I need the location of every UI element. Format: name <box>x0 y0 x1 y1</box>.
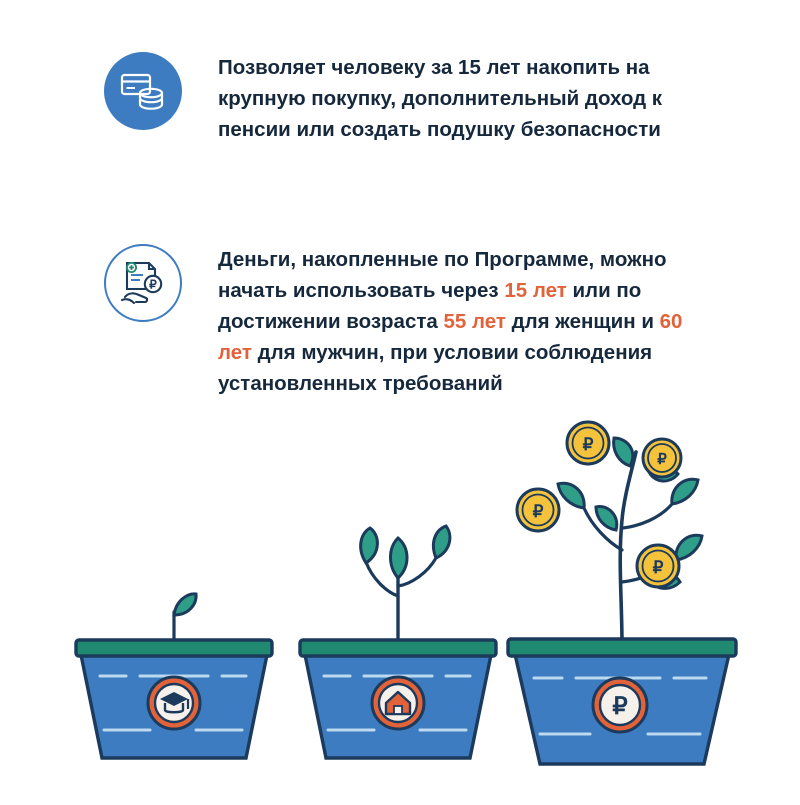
ruble-icon <box>593 678 647 732</box>
house-icon <box>372 677 424 729</box>
svg-text:₽: ₽ <box>149 277 157 292</box>
bullet-1-run-1: Позволяет человеку за 15 лет накопить на крупную покупку, дополнительный доход к пенсии или создать подушку безопасности <box>218 56 663 141</box>
svg-text:₽: ₽ <box>652 558 664 577</box>
coin-ruble-icon <box>637 545 679 587</box>
bullet-2-accent-55: 55 лет <box>443 310 506 333</box>
bullet-2-run-2: или по достижении возраста <box>218 279 642 333</box>
plant-group-small <box>76 594 272 758</box>
graduation-cap-icon <box>148 677 200 729</box>
coin-ruble-icon <box>517 489 559 531</box>
hand-with-document-ruble-icon <box>104 244 182 322</box>
bullet-2-run-3: для женщин и <box>505 310 660 333</box>
bullet-2-run-1: Деньги, накопленные по Программе, можно начать использовать через <box>218 248 667 302</box>
bullet-2-run-4: для мужчин, при условии соблюдения установленных требований <box>218 341 653 395</box>
card-and-coins-icon <box>104 52 182 130</box>
bullet-item-1 <box>104 52 688 145</box>
coin-ruble-icon <box>567 422 609 464</box>
plant-group-large <box>508 422 736 764</box>
growth-illustration <box>0 400 800 800</box>
bullet-item-2 <box>104 244 688 399</box>
svg-text:₽: ₽ <box>612 693 628 720</box>
bullet-text-2 <box>218 244 688 399</box>
coin-ruble-icon <box>643 439 681 477</box>
svg-text:₽: ₽ <box>532 502 544 521</box>
bullet-2-accent-60: 60 лет <box>218 310 683 364</box>
plant-group-medium <box>300 526 496 758</box>
bullet-text-1 <box>218 52 688 145</box>
svg-text:₽: ₽ <box>657 451 667 468</box>
svg-text:₽: ₽ <box>582 435 594 454</box>
bullet-2-accent-15: 15 лет <box>504 279 567 302</box>
